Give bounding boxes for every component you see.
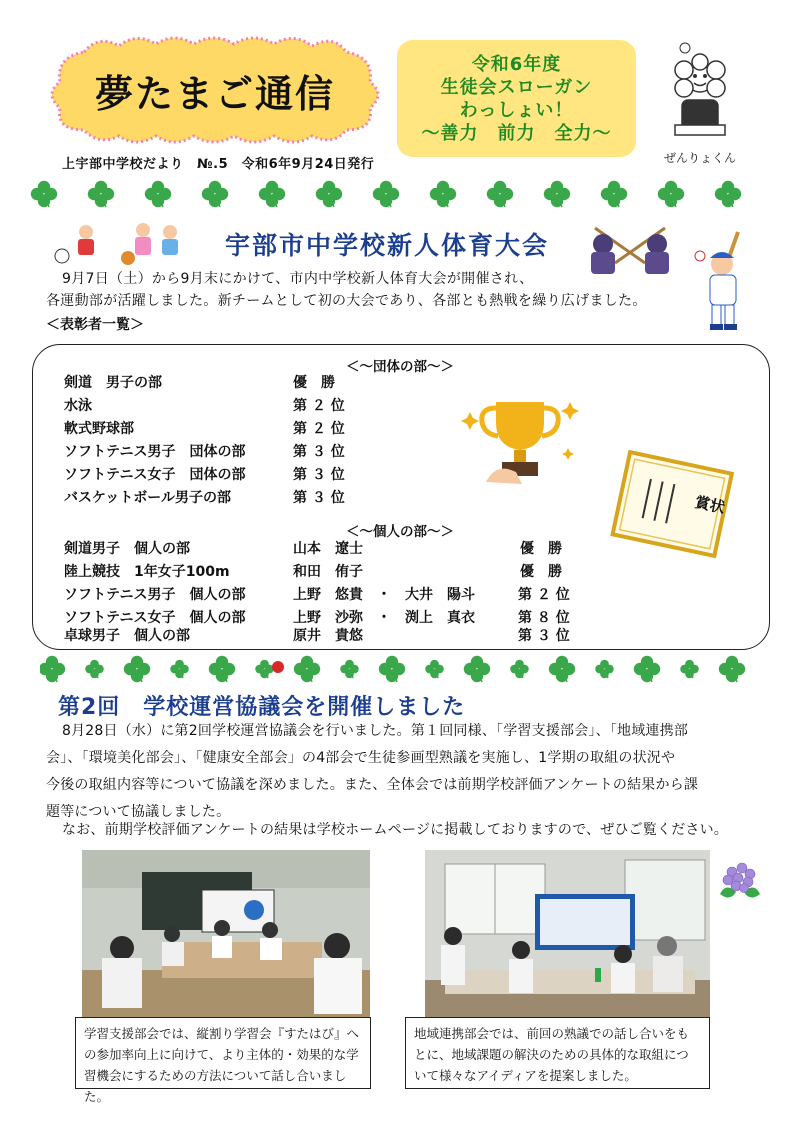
slogan-line: 〜善力 前力 全力〜 — [421, 122, 612, 144]
sports-paragraph-line: 各運動部が活躍しました。新チームとして初の大会であり、各部とも熱戦を繰り広げました。 — [46, 293, 647, 309]
team-award-result: 優 勝 — [293, 375, 335, 391]
team-awards-heading: ＜〜団体の部〜＞ — [346, 359, 454, 375]
clover-icon — [202, 181, 228, 207]
kendo-illustration — [575, 218, 685, 278]
clover-icon — [544, 181, 570, 207]
team-award-event: 水泳 — [64, 398, 92, 414]
slogan-line: わっしょい！ — [459, 99, 574, 121]
individual-award-result: 第 ８ 位 — [518, 610, 570, 626]
individual-award-event: ソフトテニス女子 個人の部 — [64, 610, 246, 626]
slogan-line: 令和6年度 — [471, 53, 562, 75]
clover-icon — [719, 656, 745, 682]
clover-icon — [680, 660, 698, 678]
clover-icon — [715, 181, 741, 207]
clover-icon — [634, 656, 660, 682]
clover-icon — [425, 660, 443, 678]
individual-award-names: 和田 侑子 — [293, 564, 363, 580]
individual-award-result: 優 勝 — [520, 541, 562, 557]
team-award-result: 第 ２ 位 — [293, 421, 345, 437]
clover-icon — [595, 660, 613, 678]
trophy-illustration — [456, 392, 586, 487]
clover-icon — [259, 181, 285, 207]
clover-icon — [373, 181, 399, 207]
photo-caption-right: 地域連携部会では、前回の熟議での話し合いをもとに、地域課題の解決のための具体的な取組について様々なアイディアを提案しました。 — [405, 1017, 710, 1089]
meeting-photo-right — [425, 850, 710, 1022]
clover-icon — [209, 656, 235, 682]
clover-icon — [88, 181, 114, 207]
photo-caption-left: 学習支援部会では、縦割り学習会『すたはび』への参加率向上に向けて、より主体的・効果的な学習機会にするための方法について話し合いました。 — [75, 1017, 371, 1089]
team-award-result: 第 ３ 位 — [293, 444, 345, 460]
individual-award-event: 陸上競技 1年女子100m — [64, 564, 230, 580]
individual-award-event: ソフトテニス男子 個人の部 — [64, 587, 246, 603]
individual-award-names: 山本 遼士 — [293, 541, 363, 557]
clover-icon — [170, 660, 188, 678]
individual-award-names: 上野 沙弥 ・ 渕上 真衣 — [293, 610, 475, 626]
individual-award-result: 第 ２ 位 — [518, 587, 570, 603]
clover-icon — [549, 656, 575, 682]
sports-heading: 宇部市中学校新人体育大会 — [225, 231, 550, 260]
clover-icon — [124, 656, 150, 682]
awards-label: ＜表彰者一覧＞ — [46, 317, 144, 333]
council-paragraph-line: 会」、「環境美化部会」、「健康安全部会」の4部会で生徒参画型熟議を実施し、1学期の取組の状況や — [46, 750, 676, 766]
clover-icon — [340, 660, 358, 678]
individual-award-event: 剣道男子 個人の部 — [64, 541, 190, 557]
team-award-result: 第 ３ 位 — [293, 490, 345, 506]
council-paragraph-line: 8月28日（水）に第2回学校運営協議会を行いました。第１回同様、「学習支援部会」、「地域連携部 — [62, 723, 689, 739]
certificate-text: 賞状 — [693, 492, 727, 517]
mascot-illustration — [650, 40, 750, 145]
ladybug-icon — [272, 661, 284, 673]
team-award-result: 第 ２ 位 — [293, 398, 345, 414]
meeting-photo-left — [82, 850, 370, 1022]
clover-icon — [145, 181, 171, 207]
clover-icon — [31, 181, 57, 207]
slogan-box — [397, 40, 636, 157]
clover-icon — [464, 656, 490, 682]
individual-award-names: 上野 悠貴 ・ 大井 陽斗 — [293, 587, 475, 603]
council-paragraph-line: なお、前期学校評価アンケートの結果は学校ホームページに掲載しておりますので、ぜひご覧ください。 — [62, 822, 728, 838]
individual-award-event: 卓球男子 個人の部 — [64, 628, 190, 644]
slogan-line: 生徒会スローガン — [440, 76, 593, 98]
baseball-player-illustration — [690, 228, 760, 333]
team-award-event: バスケットボール男子の部 — [64, 490, 232, 506]
individual-awards-heading: ＜〜個人の部〜＞ — [346, 524, 454, 540]
certificate-illustration — [606, 450, 738, 560]
team-award-event: 剣道 男子の部 — [64, 375, 162, 391]
clover-icon — [487, 181, 513, 207]
clover-icon — [316, 181, 342, 207]
team-award-event: ソフトテニス男子 団体の部 — [64, 444, 246, 460]
hydrangea-illustration — [712, 858, 768, 906]
team-award-event: 軟式野球部 — [64, 421, 134, 437]
issue-line: 上宇部中学校だより №.5 令和6年9月24日発行 — [62, 157, 375, 172]
council-heading: 第2回 学校運営協議会を開催しました — [58, 695, 466, 720]
clover-icon — [658, 181, 684, 207]
council-paragraph-line: 今後の取組内容等について協議を深めました。また、全体会では前期学校評価アンケートの結果から課 — [46, 777, 699, 793]
team-award-event: ソフトテニス女子 団体の部 — [64, 467, 246, 483]
sports-paragraph-line: 9月7日（土）から9月末にかけて、市内中学校新人体育大会が開催され、 — [62, 271, 534, 287]
individual-award-names: 原井 貴悠 — [293, 628, 363, 644]
clover-icon — [294, 656, 320, 682]
clover-border — [30, 178, 770, 212]
clover-icon — [430, 181, 456, 207]
individual-award-result: 優 勝 — [520, 564, 562, 580]
clover-icon — [601, 181, 627, 207]
mascot-name: ぜんりょくん — [663, 151, 736, 165]
individual-award-result: 第 ３ 位 — [518, 628, 570, 644]
newsletter-title: 夢たまご通信 — [94, 71, 335, 116]
council-paragraph-line: 題等について協議しました。 — [46, 804, 231, 820]
clover-icon — [85, 660, 103, 678]
sports-kids-illustration — [48, 218, 188, 273]
team-award-result: 第 ３ 位 — [293, 467, 345, 483]
clover-icon — [40, 656, 65, 682]
clover-border — [40, 655, 760, 685]
clover-icon — [255, 660, 273, 678]
clover-icon — [379, 656, 405, 682]
clover-icon — [510, 660, 528, 678]
